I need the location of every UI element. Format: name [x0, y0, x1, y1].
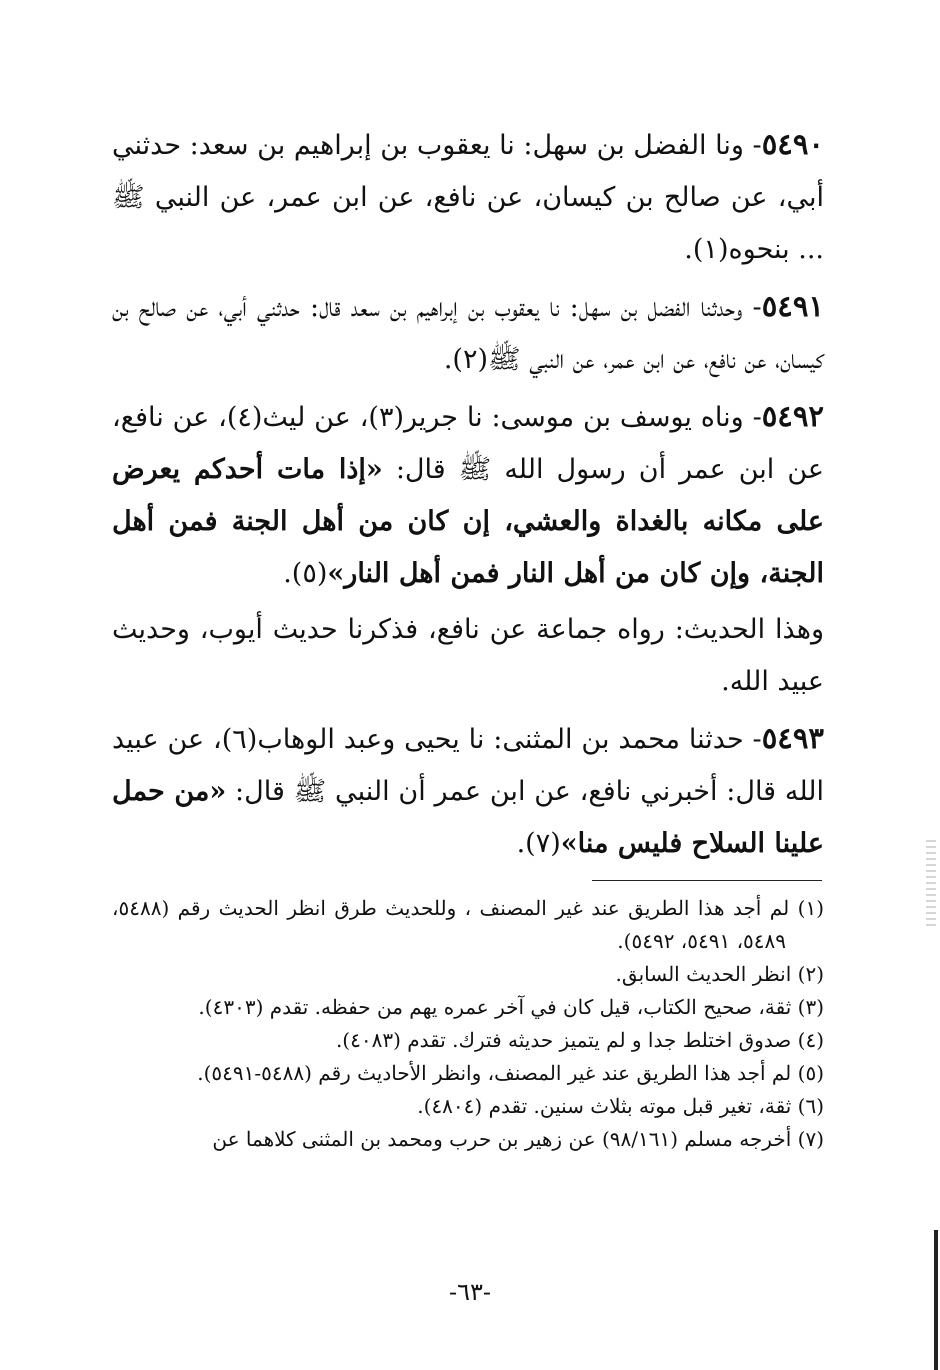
matn-bold: «إذا مات أحدكم يعرض على مكانه بالغداة والعشي، إن كان من أهل الجنة فمن أهل الجنة، وإن كان من أهل النار فمن أهل النار»: [112, 454, 824, 589]
footnote-1: (١) لم أجد هذا الطريق عند غير المصنف ، وللحديث طرق انظر الحديث رقم (٥٤٨٨، ٥٤٨٩، ٥٤٩١، ٥٤٩٢).: [112, 896, 824, 953]
scan-noise: [926, 840, 936, 930]
footnote-3: (٣) ثقة، صحيح الكتاب، قيل كان في آخر عمره يهم من حفظه. تقدم (٤٣٠٣).: [198, 995, 824, 1019]
hadith-5490: ٥٤٩٠- ونا الفضل بن سهل: نا يعقوب بن إبراهيم بن سعد: حدثني أبي، عن صالح بن كيسان، عن نافع، عن ابن عمر، عن النبي ﷺ ... بنحوه(١).: [112, 127, 824, 265]
footnotes: [112, 892, 824, 1156]
hadith-number: ٥٤٩١: [761, 289, 824, 323]
hadith-5491: ٥٤٩١- وحدثنا الفضل بن سهل: نا يعقوب بن إبراهيم بن سعد قال: حدثني أبي، عن صالح بن كيسان، عن نافع، عن ابن عمر، عن النبي ﷺ(٢).: [112, 289, 824, 375]
scan-edge-shadow: [934, 1230, 938, 1370]
hadith-5492: ٥٤٩٢- وناه يوسف بن موسى: نا جرير(٣)، عن ليث(٤)، عن نافع، عن ابن عمر أن رسول الله ﷺ قال: «إذا مات أحدكم يعرض على مكانه بالغداة والعشي، إن كان من أهل الجنة فمن أهل الجنة، وإن كان من أهل النار فمن أهل النار»(٥).: [112, 399, 825, 589]
footnote-2: (٢) انظر الحديث السابق.: [615, 962, 824, 986]
page-number: -٦٣-: [449, 1278, 491, 1306]
footnote-4: (٤) صدوق اختلط جدا و لم يتميز حديثه فترك. تقدم (٤٠٨٣).: [335, 1028, 824, 1052]
footnote-divider: [592, 880, 822, 881]
hadith-number: ٥٤٩٢: [761, 399, 825, 433]
matn-bold: «من حمل علينا السلاح فليس منا»: [112, 776, 824, 859]
footnote-7: (٧) أخرجه مسلم (٩٨/١٦١) عن زهير بن حرب ومحمد بن المثنى كلاهما عن: [212, 1127, 824, 1151]
hadith-5493: ٥٤٩٣- حدثنا محمد بن المثنى: نا يحيى وعبد الوهاب(٦)، عن عبيد الله قال: أخبرني نافع، عن ابن عمر أن النبي ﷺ قال: «من حمل علينا السلاح فليس منا»(٧).: [112, 721, 824, 859]
footnote-6: (٦) ثقة، تغير قبل موته بثلاث سنين. تقدم (٤٨٠٤).: [417, 1094, 824, 1118]
footnote-5: (٥) لم أجد هذا الطريق عند غير المصنف، وانظر الأحاديث رقم (٥٤٨٨-٥٤٩١).: [197, 1061, 824, 1085]
commentary: وهذا الحديث: رواه جماعة عن نافع، فذكرنا حديث أيوب، وحديث عبيد الله.: [112, 614, 824, 697]
main-text: [112, 118, 824, 874]
hadith-number: ٥٤٩٣: [761, 721, 824, 755]
hadith-number: ٥٤٩٠: [761, 127, 824, 161]
